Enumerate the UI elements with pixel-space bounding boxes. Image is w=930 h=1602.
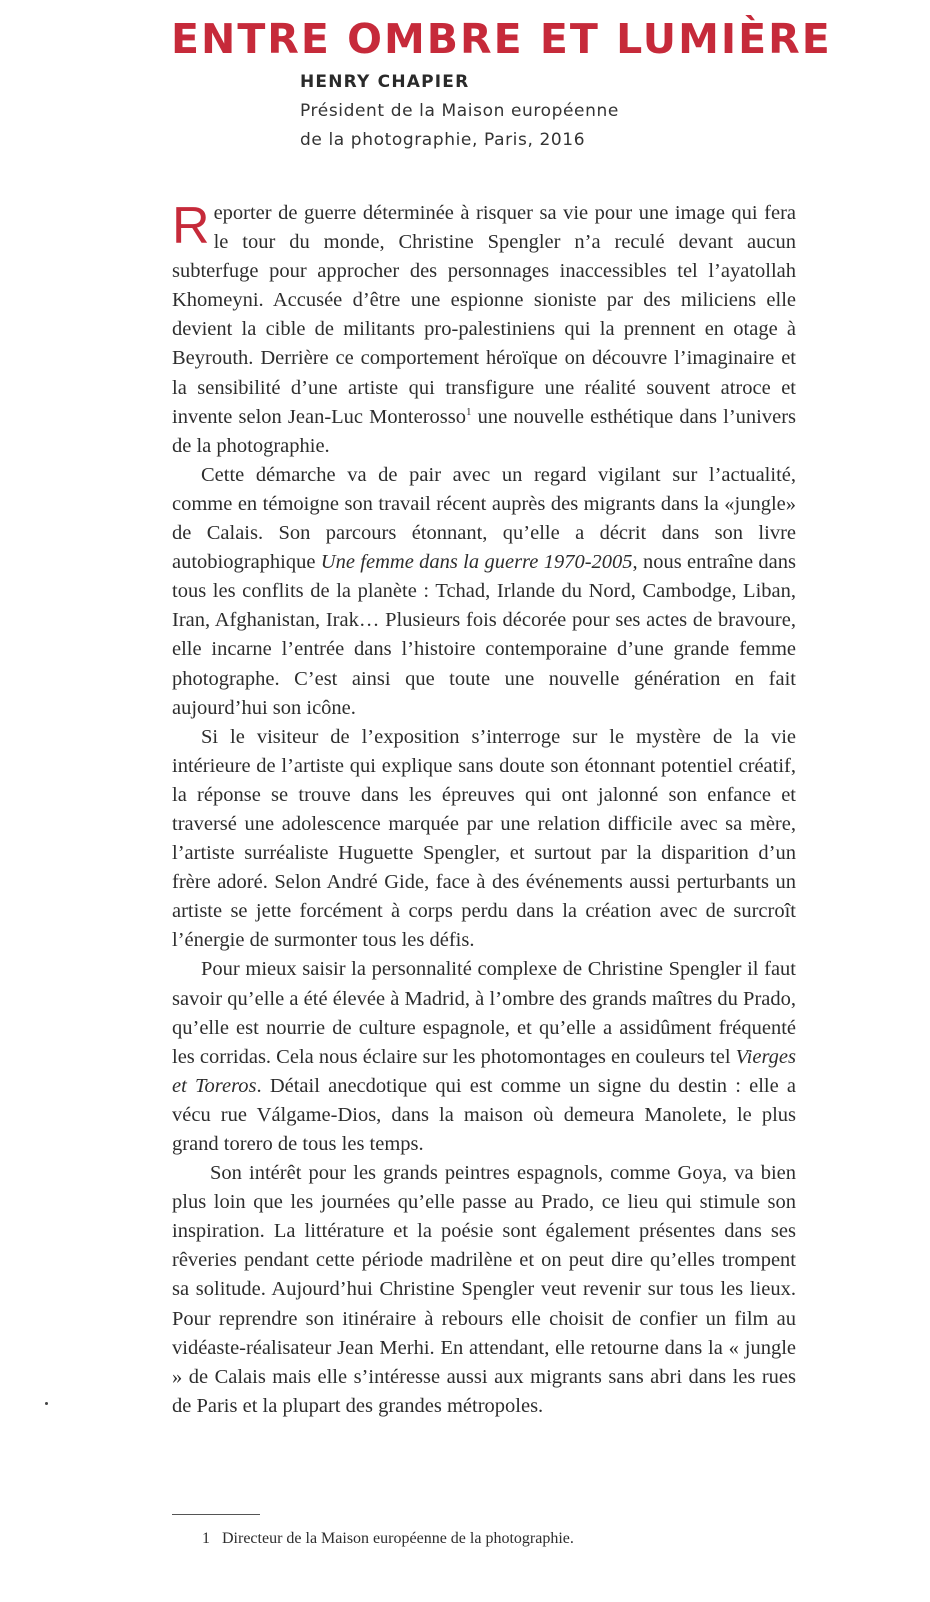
- paragraph-4-text-a: Pour mieux saisir la personnalité complexe de Christine Spengler il faut savoir qu’elle a été élevée à Madrid, à l’ombre des grands maîtres du Prado, qu’elle est nourrie de culture espagnole, et qu’elle a assidûment fréquenté les corridas. Cela nous éclaire sur les photomontages en couleurs tel: [172, 958, 796, 1068]
- author-name: HENRY CHAPIER: [300, 72, 470, 92]
- paragraph-3: Si le visiteur de l’exposition s’interroge sur le mystère de la vie intérieure de l’artiste qui explique sans doute son étonnant potentiel créatif, la réponse se trouve dans les épreuves qui ont jalonné son enfance et traversé une adolescence marquée par une relation difficile avec sa mère, l’artiste surréaliste Huguette Spengler, et surtout par la disparition d’un frère adoré. Selon André Gide, face à des événements aussi perturbants un artiste se jette forcément à corps perdu dans la création avec de surcroît l’énergie de surmonter tous les défis.: [172, 725, 796, 952]
- footnote: [202, 1528, 574, 1550]
- footnote-reference: 1: [466, 405, 472, 418]
- footnote-divider: [172, 1514, 260, 1515]
- book-title: Une femme dans la guerre 1970-2005: [320, 551, 633, 574]
- paragraph-2-text-a: Cette démarche va de pair avec un regard vigilant sur l’actualité, comme en témoigne son travail récent auprès des migrants dans la «jungle» de Calais. Son parcours étonnant, qu’elle a décrit dans son livre autobiographique: [172, 463, 796, 574]
- paragraph-2-text-b: , nous entraîne dans tous les conflits de la planète : Tchad, Irlande du Nord, Cambodge, Liban, Iran, Afghanistan, Irak… Plusieurs fois décorée pour ses actes de bravoure, elle incarne l’entrée dans l’histoire contemporaine d’une grande femme photographe. C’est ainsi que toute une nouvelle génération en fait aujourd’hui son icône.: [172, 551, 796, 719]
- author-role: [300, 97, 720, 155]
- footnote-number: 1: [202, 1530, 210, 1547]
- paragraph-4: [172, 955, 796, 1159]
- paragraph-1-text: eporter de guerre déterminée à risquer sa vie pour une image qui fera le tour du monde, Christine Spengler n’a reculé devant aucun subterfuge pour approcher des personnages inaccessibles tel l’ayatollah Khomeyni. Accusée d’être une espionne sioniste par des miliciens elle devient la cible de militants pro-palestiniens qui la prennent en otage à Beyrouth. Derrière ce comportement héroïque on découvre l’imaginaire et la sensibilité d’une artiste qui transfigure une réalité souvent atroce et invente selon Jean-Luc Monterosso: [172, 202, 796, 428]
- paragraph-4-text-b: . Détail anecdotique qui est comme un signe du destin : elle a vécu rue Válgame-Dios, dans la maison où demeura Manolete, le plus grand torero de tous les temps.: [172, 1074, 796, 1155]
- author-role-line-1: Président de la Maison européenne: [300, 101, 619, 121]
- work-title: Vierges et Toreros: [172, 1045, 796, 1097]
- paragraph-5: Son intérêt pour les grands peintres espagnols, comme Goya, va bien plus loin que les journées qu’elle passe au Prado, ce lieu qui stimule son inspiration. La littérature et la poésie sont également présentes dans ses rêveries pendant cette période madrilène et on peut dire qu’elles trompent sa solitude. Aujourd’hui Christine Spengler veut revenir sur tous les lieux. Pour reprendre son itinéraire à rebours elle choisit de confier un film au vidéaste-réalisateur Jean Merhi. En attendant, elle retourne dans la « jungle » de Calais mais elle s’intéresse aussi aux migrants sans abri dans les rues de Paris et la plupart des grandes métropoles.: [172, 1162, 796, 1417]
- paragraph-1: [172, 199, 796, 461]
- article-title: ENTRE OMBRE ET LUMIÈRE: [171, 15, 832, 63]
- paragraph-1-tail: une nouvelle esthétique dans l’univers de la photographie.: [172, 405, 796, 457]
- scan-speck: [45, 1402, 48, 1405]
- drop-cap: R: [172, 197, 210, 255]
- paragraph-2: [172, 461, 796, 723]
- footnote-text: Directeur de la Maison européenne de la photographie.: [222, 1530, 574, 1547]
- article-body: [172, 199, 796, 1421]
- author-role-line-2: de la photographie, Paris, 2016: [300, 130, 586, 150]
